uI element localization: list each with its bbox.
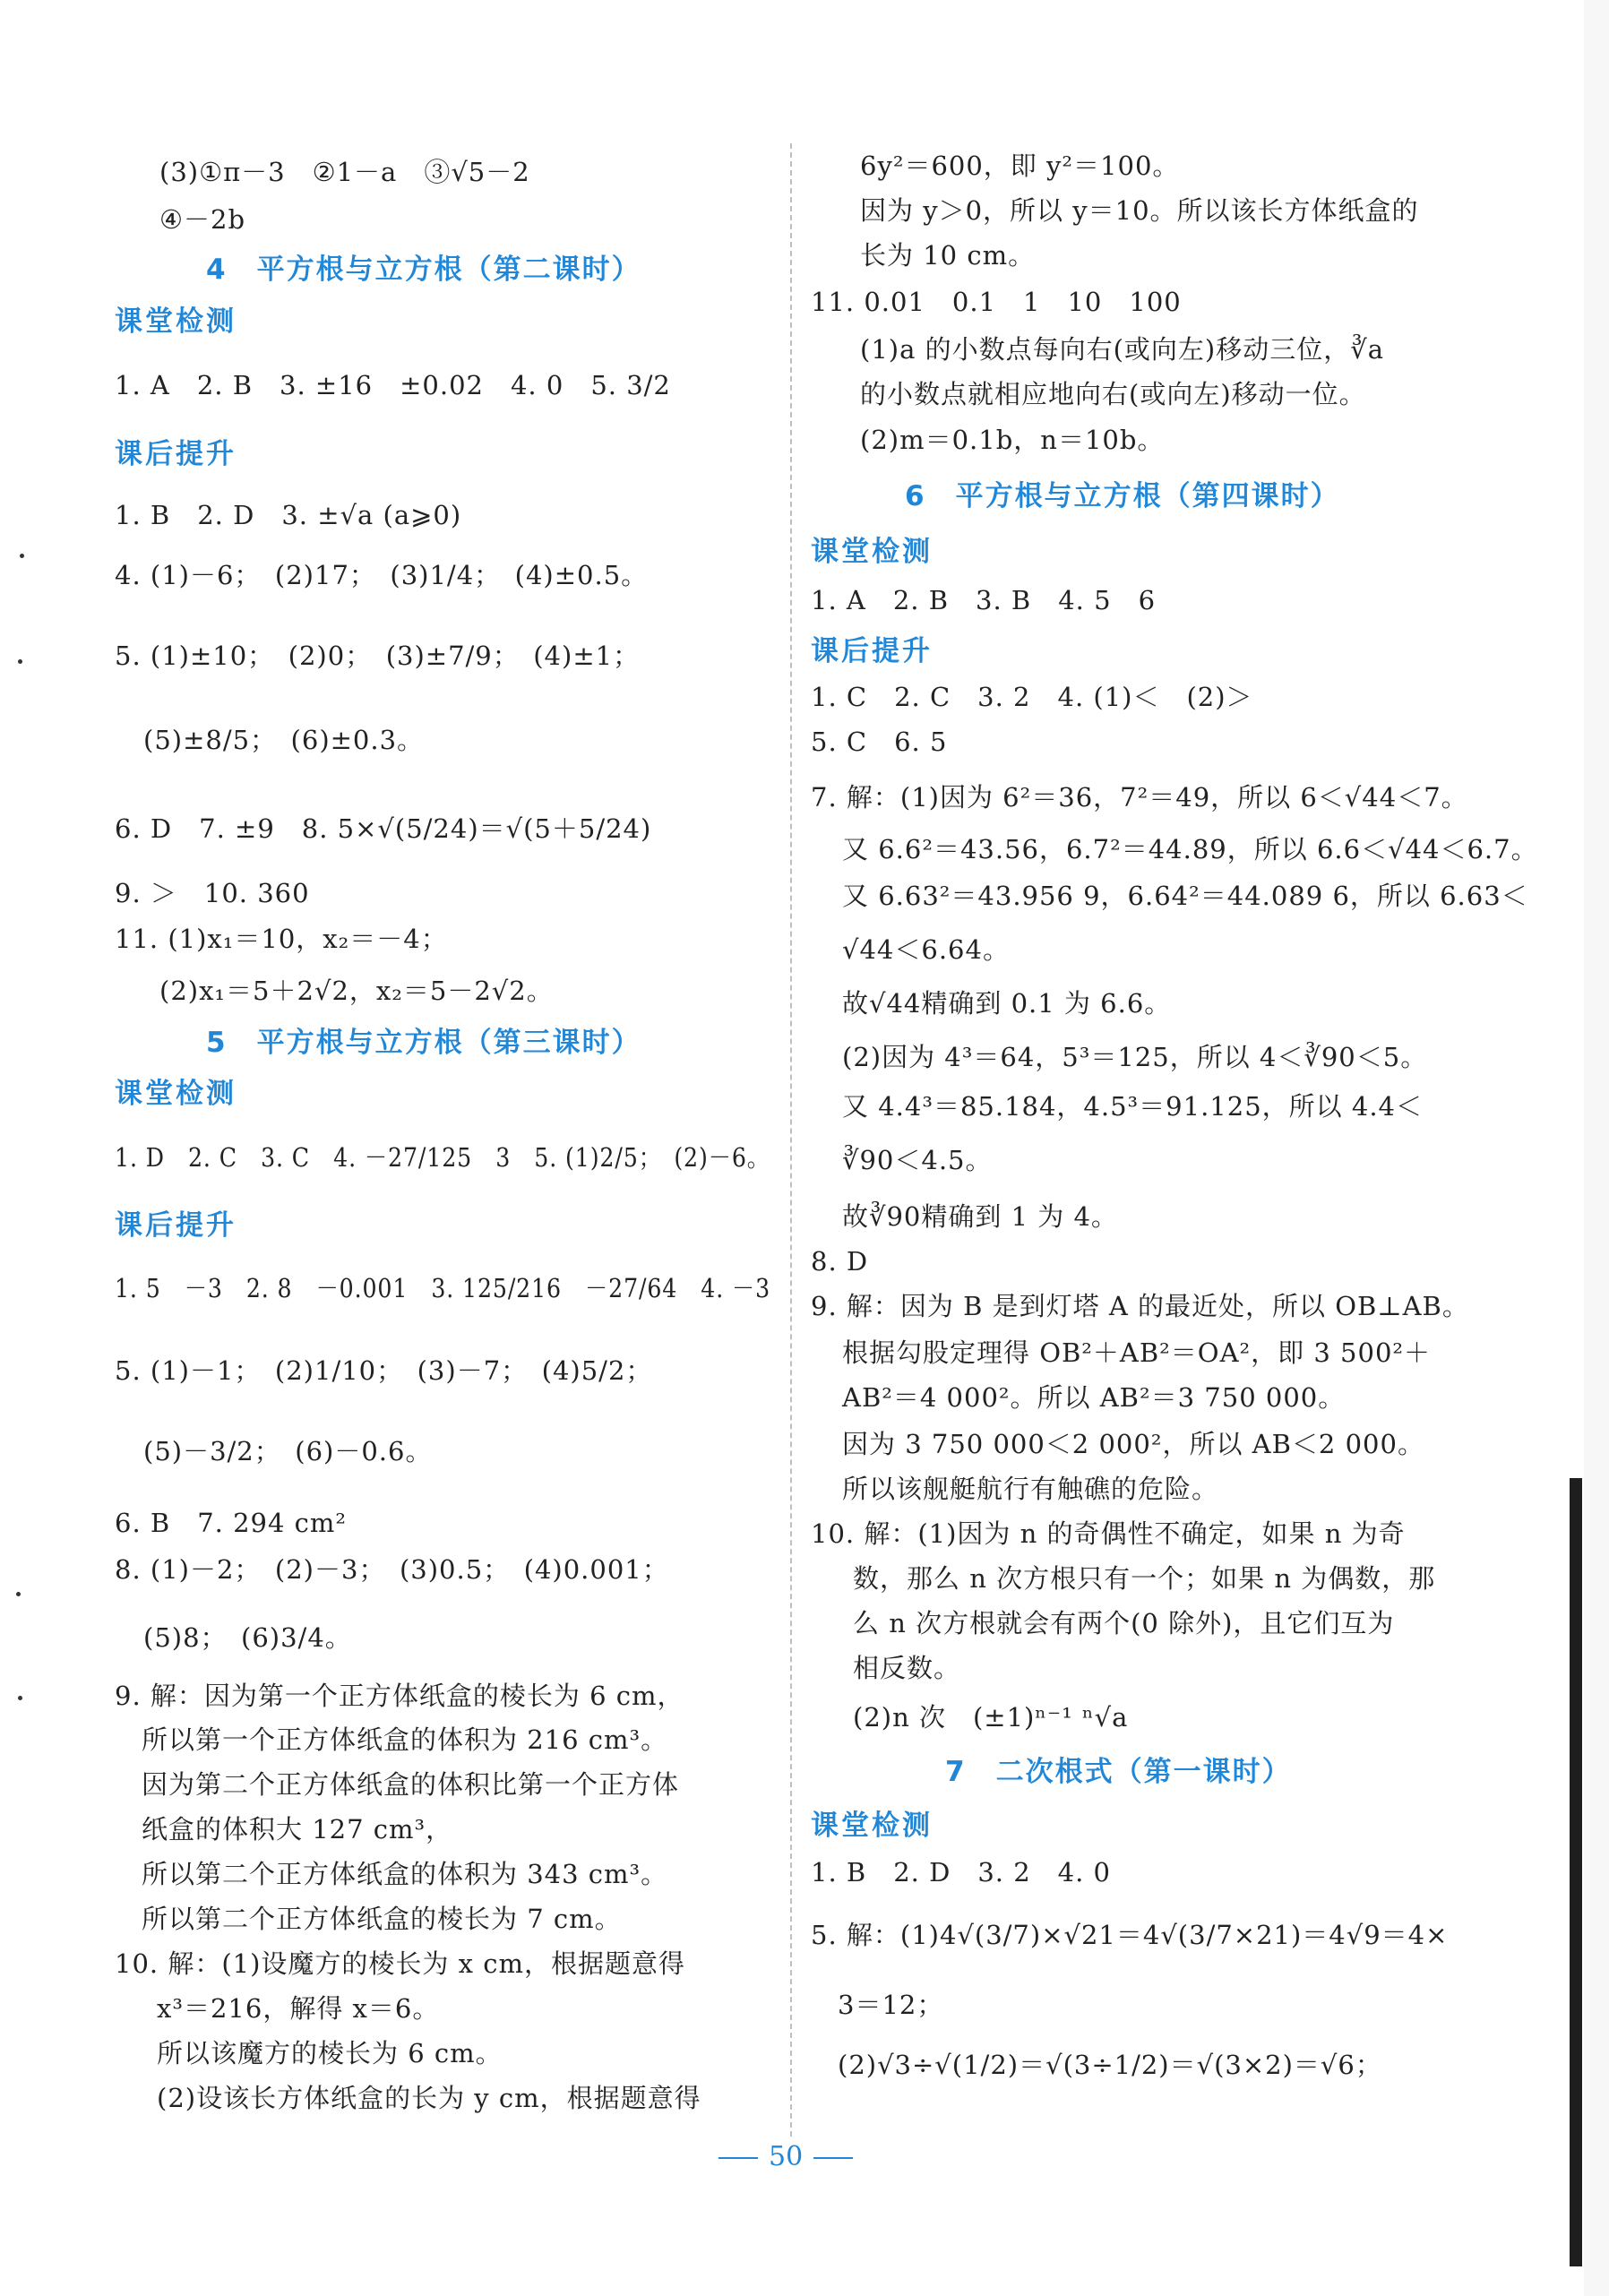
answer-line: 1. A 2. B 3. ±16 ±0.02 4. 0 5. 3/2 [115,370,671,400]
subheading-after-class: 课后提升 [811,635,933,667]
answer-line: 又 4.4³＝85.184，4.5³＝91.125，所以 4.4＜ [842,1091,1423,1122]
answer-line: (2)设该长方体纸盒的长为 y cm，根据题意得 [157,2083,701,2113]
answer-line: (2)因为 4³＝64，5³＝125，所以 4＜∛90＜5。 [842,1042,1428,1072]
section-heading: 5 平方根与立方根（第三课时） [206,1027,641,1059]
answer-line: (5)－3/2； (6)－0.6。 [143,1436,433,1466]
answer-line: 1. B 2. D 3. 2 4. 0 [811,1857,1112,1888]
answer-line: 又 6.63²＝43.956 9，6.64²＝44.089 6，所以 6.63＜ [842,881,1528,911]
answer-line: 6. B 7. 294 cm² [115,1508,348,1538]
section-heading: 4 平方根与立方根（第二课时） [206,254,641,286]
subheading-after-class: 课后提升 [115,438,237,470]
answer-line: 又 6.6²＝43.56，6.7²＝44.89，所以 6.6＜√44＜6.7。 [842,834,1538,864]
answer-line: 所以第二个正方体纸盒的体积为 343 cm³。 [142,1859,668,1889]
answer-line: 1. A 2. B 3. B 4. 5 6 [811,585,1157,615]
answer-line: 根据勾股定理得 OB²＋AB²＝OA²，即 3 500²＋ [842,1337,1432,1368]
answer-line: 1. 5 －3 2. 8 －0.001 3. 125/216 －27/64 4. －3 [115,1273,771,1303]
subheading-after-class: 课后提升 [115,1209,237,1242]
answer-line: 因为第二个正方体纸盒的体积比第一个正方体 [142,1769,680,1800]
section-heading: 6 平方根与立方根（第四课时） [905,480,1340,512]
answer-line: 相反数。 [853,1653,961,1683]
section-heading: 7 二次根式（第一课时） [945,1756,1292,1788]
footer-rule-right [813,2157,853,2159]
answer-line: 所以该魔方的棱长为 6 cm。 [157,2038,503,2068]
answer-line: √44＜6.64。 [842,934,1010,965]
answer-line: 5. 解：(1)4√(3/7)×√21＝4√(3/7×21)＝4√9＝4× [811,1920,1449,1950]
answer-line: 的小数点就相应地向右(或向左)移动一位。 [860,379,1366,409]
answer-line: (1)a 的小数点每向右(或向左)移动三位，∛a [860,334,1384,365]
answer-line: x³＝216，解得 x＝6。 [157,1993,440,2024]
answer-line: 故∛90精确到 1 为 4。 [842,1201,1118,1232]
answer-line: (2)x₁＝5＋2√2，x₂＝5－2√2。 [159,976,554,1006]
answer-line: (2)√3÷√(1/2)＝√(3÷1/2)＝√(3×2)＝√6； [838,2050,1382,2080]
answer-line: (2)m＝0.1b，n＝10b。 [860,425,1165,455]
answer-line: 10. 解：(1)因为 n 的奇偶性不确定，如果 n 为奇 [811,1518,1406,1549]
answer-line: 6. D 7. ±9 8. 5×√(5/24)＝√(5＋5/24) [115,813,652,844]
margin-mark [18,1696,22,1700]
answer-line: ④－2b [159,204,246,235]
answer-line: ∛90＜4.5。 [842,1145,993,1175]
answer-line: (2)n 次 (±1)ⁿ⁻¹ ⁿ√a [853,1702,1129,1733]
answer-line: 8. (1)－2； (2)－3； (3)0.5； (4)0.001； [115,1554,669,1585]
answer-line: 1. B 2. D 3. ±√a (a⩾0) [115,500,462,530]
column-divider [790,143,792,2137]
answer-line: 因为 y＞0，所以 y＝10。所以该长方体纸盒的 [860,195,1419,226]
page-number: 50 [769,2141,804,2172]
answer-line: AB²＝4 000²。所以 AB²＝3 750 000。 [842,1382,1346,1413]
page-footer [708,2139,864,2175]
answer-line: 纸盒的体积大 127 cm³， [142,1814,453,1845]
answer-line: 11. 0.01 0.1 1 10 100 [811,287,1182,317]
answer-line: 5. C 6. 5 [811,727,948,757]
answer-line: 所以第二个正方体纸盒的棱长为 7 cm。 [142,1904,622,1934]
answer-line: 10. 解：(1)设魔方的棱长为 x cm，根据题意得 [115,1948,685,1979]
margin-mark [20,554,24,558]
subheading-classroom-check: 课堂检测 [811,1810,933,1842]
answer-line: 3＝12； [838,1990,944,2020]
answer-line: 么 n 次方根就会有两个(0 除外)，且它们互为 [853,1608,1395,1638]
answer-line: 5. (1)±10； (2)0； (3)±7/9； (4)±1； [115,641,641,671]
answer-line: (5)8； (6)3/4。 [143,1622,352,1653]
answer-line: 5. (1)－1； (2)1/10； (3)－7； (4)5/2； [115,1355,653,1386]
binding-spine [1570,1478,1582,2266]
page-edge [1584,0,1609,2296]
answer-line: 9. 解：因为第一个正方体纸盒的棱长为 6 cm， [115,1681,684,1711]
answer-line: 所以第一个正方体纸盒的体积为 216 cm³。 [142,1724,668,1755]
answer-line: 6y²＝600，即 y²＝100。 [860,150,1180,181]
footer-rule-left [718,2157,758,2159]
answer-line: 长为 10 cm。 [860,240,1036,271]
answer-line: 4. (1)－6； (2)17； (3)1/4； (4)±0.5。 [115,560,649,590]
answer-line: 9. ＞ 10. 360 [115,878,310,908]
answer-line: 8. D [811,1246,869,1277]
answer-line: 故√44精确到 0.1 为 6.6。 [842,988,1172,1019]
answer-line: (5)±8/5； (6)±0.3。 [143,725,425,755]
answer-line: 1. D 2. C 3. C 4. －27/125 3 5. (1)2/5； (2)－6。 [115,1142,770,1173]
subheading-classroom-check: 课堂检测 [115,1078,237,1110]
answer-line: 11. (1)x₁＝10，x₂＝－4； [115,924,448,954]
answer-line: (3)①π－3 ②1－a ③√5－2 [159,157,530,187]
answer-line: 1. C 2. C 3. 2 4. (1)＜ (2)＞ [811,682,1253,712]
answer-line: 数，那么 n 次方根只有一个；如果 n 为偶数，那 [853,1563,1436,1594]
answer-line: 9. 解：因为 B 是到灯塔 A 的最近处，所以 OB⊥AB。 [811,1291,1469,1321]
margin-mark [18,659,22,664]
subheading-classroom-check: 课堂检测 [811,536,933,568]
answer-line: 因为 3 750 000＜2 000²，所以 AB＜2 000。 [842,1429,1424,1459]
margin-mark [16,1592,21,1596]
answer-line: 7. 解：(1)因为 6²＝36，7²＝49，所以 6＜√44＜7。 [811,782,1468,813]
subheading-classroom-check: 课堂检测 [115,305,237,338]
answer-line: 所以该舰艇航行有触礁的危险。 [842,1474,1219,1504]
